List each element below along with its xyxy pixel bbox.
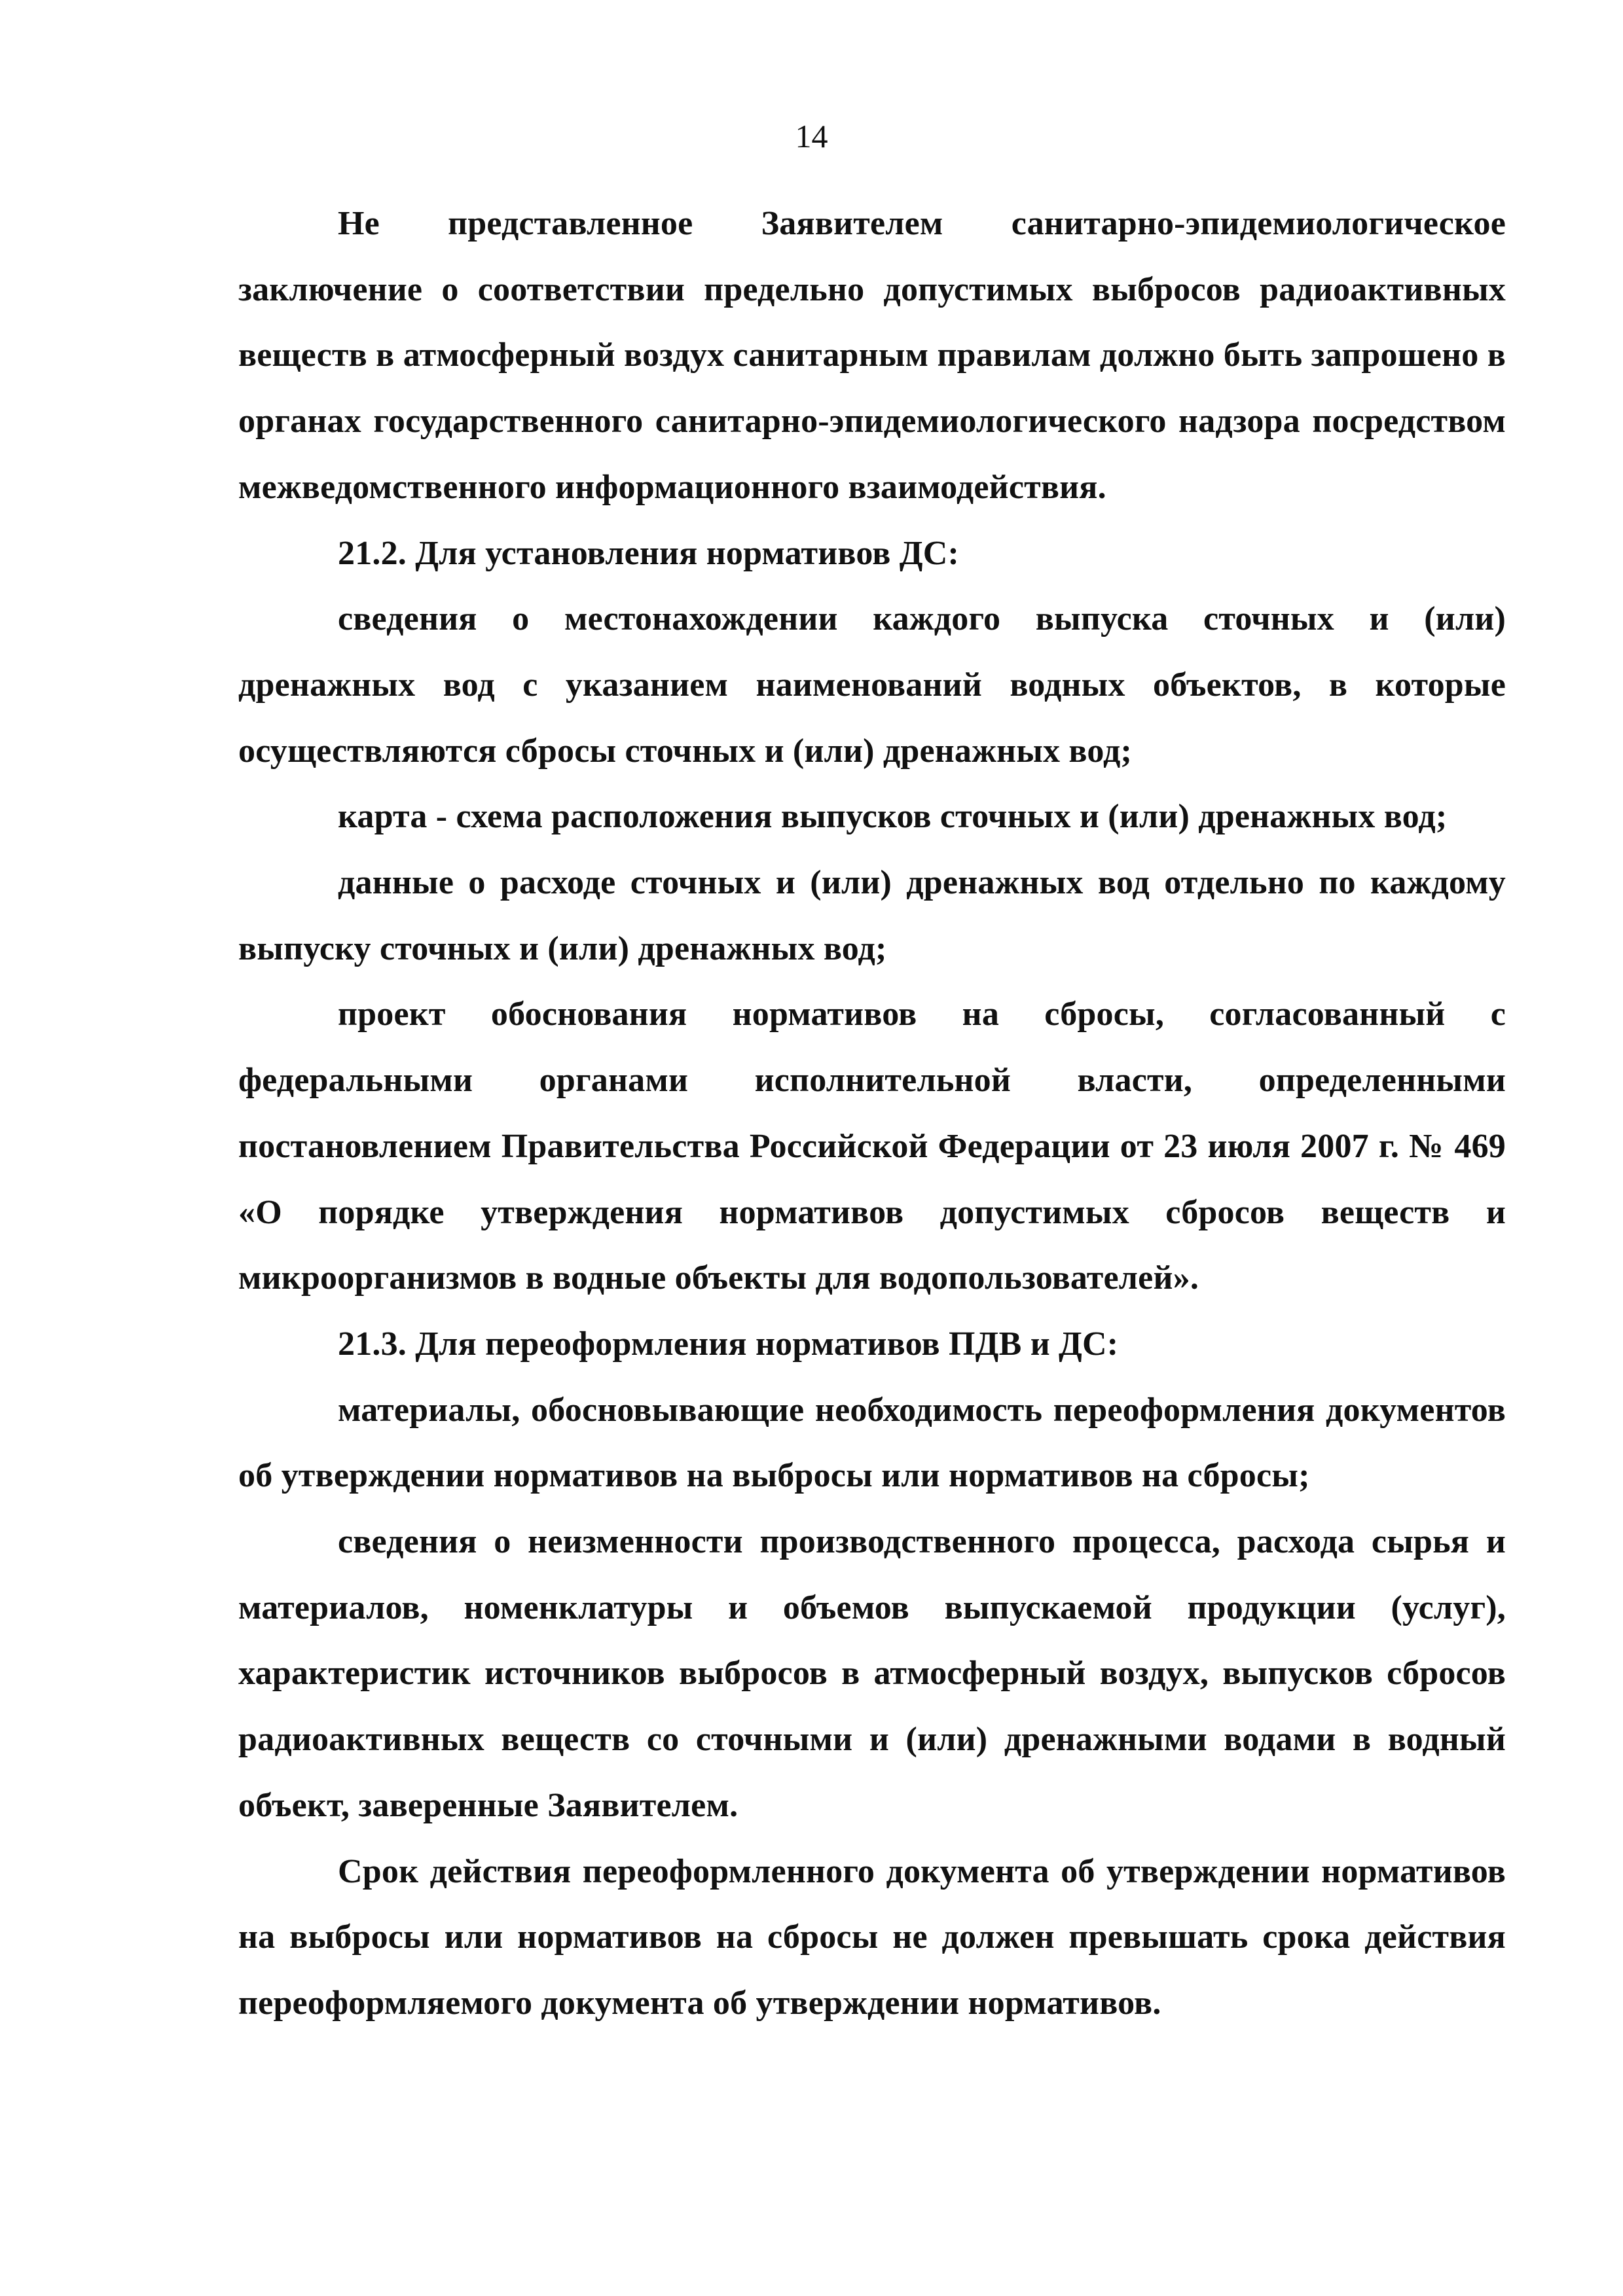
paragraph-heading-21-2: 21.2. Для установления нормативов ДС: xyxy=(338,534,959,572)
paragraph-reissue-materials: материалы, обосновывающие необходимость переоформления документов об утверждении нормативов на выбросы или нормативов на сбросы; xyxy=(238,1391,1506,1495)
paragraph-outlet-location: сведения о местонахождении каждого выпуска сточных и (или) дренажных вод с указанием наименований водных объектов, в которые осуществляются сбросы сточных и (или) дренажных вод; xyxy=(238,600,1506,770)
paragraph-validity-term: Срок действия переоформленного документа об утверждении нормативов на выбросы или нормативов на сбросы не должен превышать срока действия переоформляемого документа об утверждении нормативов. xyxy=(238,1852,1506,2022)
paragraph-discharge-project: проект обоснования нормативов на сбросы, согласованный с федеральными органами исполнительной власти, определенными постановлением Правительства Российской Федерации от 23 июля 2007 г. № 469 «О порядке утверждения нормативов допустимых сбросов веществ и микроорганизмов в водные объекты для водопользователей». xyxy=(238,996,1506,1297)
document-body xyxy=(238,191,1506,2037)
paragraph-heading-21-3: 21.3. Для переоформления нормативов ПДВ и ДС: xyxy=(338,1325,1119,1363)
paragraph-discharge-flow: данные о расходе сточных и (или) дренажных вод отдельно по каждому выпуску сточных и (или) дренажных вод; xyxy=(238,864,1506,967)
paragraph-unchanged-process: сведения о неизменности производственного процесса, расхода сырья и материалов, номенклатуры и объемов выпускаемой продукции (услуг), характеристик источников выбросов в атмосферный воздух, выпусков сбросов радиоактивных веществ со сточными и (или) дренажными водами в водный объект, заверенные Заявителем. xyxy=(238,1523,1506,1824)
paragraph-outlet-map: карта - схема расположения выпусков сточных и (или) дренажных вод; xyxy=(338,798,1448,836)
paragraph-sanitary-conclusion: Не представленное Заявителем санитарно-эпидемиологическое заключение о соответствии предельно допустимых выбросов радиоактивных веществ в атмосферный воздух санитарным правилам должно быть запрошено в органах государственного санитарно-эпидемиологического надзора посредством межведомственного информационного взаимодействия. xyxy=(238,205,1506,506)
page-number: 14 xyxy=(795,118,828,154)
